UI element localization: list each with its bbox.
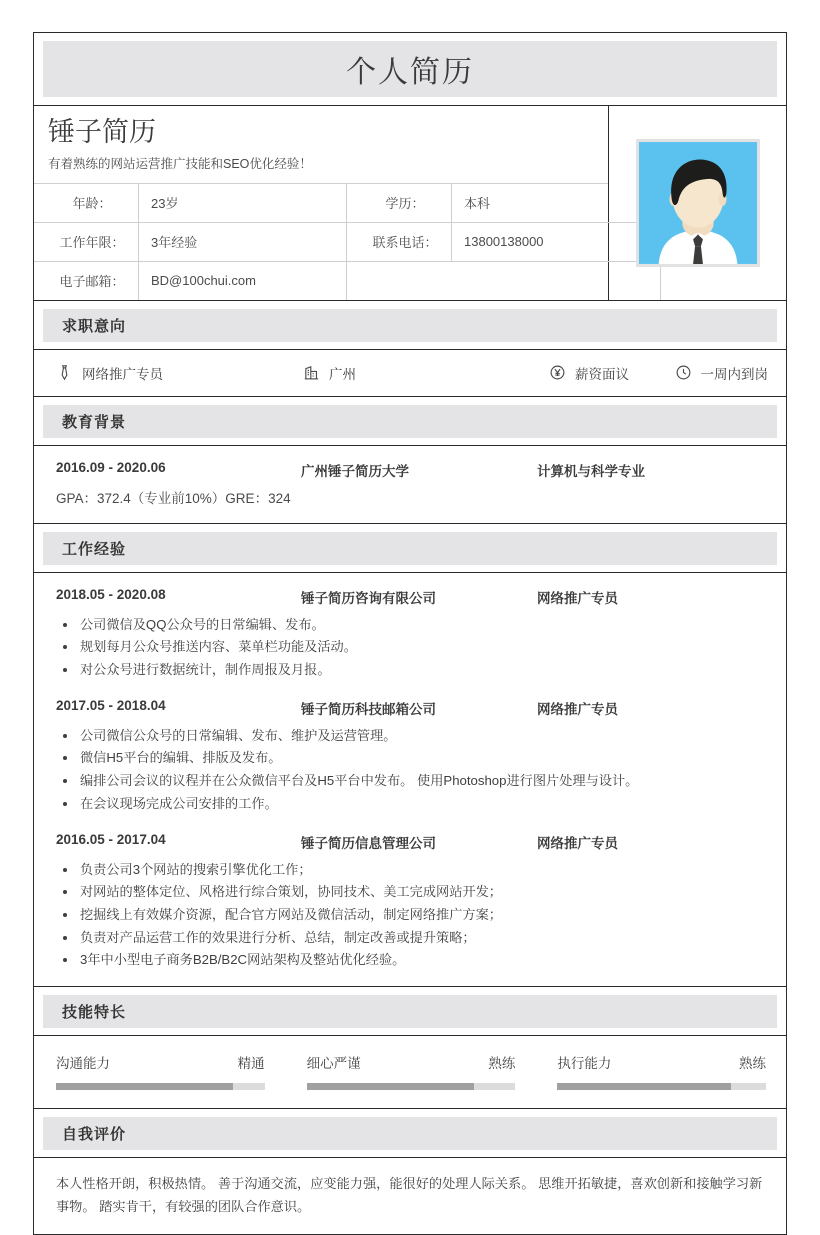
profile-heading: [34, 106, 608, 184]
field-value-age: 23岁: [139, 184, 347, 223]
field-label-age: 年龄：: [34, 184, 139, 223]
work-body: [34, 572, 786, 986]
skill-item: [307, 1052, 516, 1090]
work-entry: [56, 587, 766, 682]
list-item: 挖掘线上有效媒介资源，配合官方网站及微信活动，制定网络推广方案；: [56, 904, 766, 927]
objective-availability: [675, 363, 769, 383]
work-role: 网络推广专员: [537, 701, 618, 717]
work-entry-header: [56, 698, 766, 718]
list-item: 微信H5平台的编辑、排版及发布。: [56, 747, 766, 770]
list-item: 公司微信及QQ公众号的日常编辑、发布。: [56, 614, 766, 637]
list-item: 负责公司3个网站的搜索引擎优化工作；: [56, 859, 766, 882]
table-row: [34, 222, 661, 261]
section-title: 教育背景: [62, 413, 127, 431]
list-item: 编排公司会议的议程并在公众微信平台及H5平台中发布。 使用Photoshop进行图片处理与设计。: [56, 770, 766, 793]
section-objective: [34, 300, 786, 396]
field-label-experience: 工作年限：: [34, 222, 139, 261]
page-title: 个人简历: [346, 56, 474, 89]
avatar: [636, 139, 760, 267]
skill-level: 熟练: [739, 1056, 767, 1072]
person-name: 锤子简历: [48, 117, 156, 147]
skill-level: 熟练: [488, 1056, 516, 1072]
table-row: [34, 261, 661, 300]
skill-progress-track: [56, 1083, 265, 1090]
table-row: [34, 184, 661, 223]
section-header-evaluation: [43, 1117, 777, 1150]
yen-icon: [549, 364, 566, 381]
skill-name: 执行能力: [557, 1056, 612, 1072]
field-value-email: BD@100chui.com: [139, 261, 347, 300]
work-company: 锤子简历科技邮箱公司: [301, 701, 436, 717]
resume-title-band: [43, 41, 777, 97]
photo-cell: [609, 106, 786, 300]
education-major: 计算机与科学专业: [537, 463, 645, 479]
work-role: 网络推广专员: [537, 835, 618, 851]
objective-salary: [549, 363, 629, 383]
work-company: 锤子简历信息管理公司: [301, 835, 436, 851]
clock-icon: [675, 364, 692, 381]
list-item: 负责对产品运营工作的效果进行分析、总结，制定改善或提升策略；: [56, 927, 766, 950]
profile-identity: [34, 106, 609, 300]
objective-position-label: 网络推广专员: [82, 366, 163, 382]
education-entry: [56, 460, 766, 507]
list-item: 对网站的整体定位、风格进行综合策划，协同技术、美工完成网站开发；: [56, 881, 766, 904]
skill-progress-track: [307, 1083, 516, 1090]
work-company: 锤子简历咨询有限公司: [301, 590, 436, 606]
work-date: 2017.05 - 2018.04: [56, 697, 166, 713]
field-value-phone: 13800138000: [452, 222, 661, 261]
work-role: 网络推广专员: [537, 590, 618, 606]
objective-city: [303, 363, 549, 383]
skill-item: [56, 1052, 265, 1090]
work-entry-header: [56, 587, 766, 607]
education-school: 广州锤子简历大学: [301, 463, 409, 479]
skill-header: [557, 1052, 766, 1072]
work-entry-header: [56, 832, 766, 852]
skills-row: [34, 1035, 786, 1108]
list-item: 公司微信公众号的日常编辑、发布、维护及运营管理。: [56, 725, 766, 748]
skill-level: 精通: [237, 1056, 265, 1072]
field-label-degree: 学历：: [347, 184, 452, 223]
list-item: 3年中小型电子商务B2B/B2C网站架构及整站优化经验。: [56, 949, 766, 972]
work-bullets: [56, 614, 766, 682]
work-date: 2018.05 - 2020.08: [56, 586, 166, 602]
field-label-email: 电子邮箱：: [34, 261, 139, 300]
section-title: 技能特长: [62, 1004, 127, 1022]
work-bullets: [56, 859, 766, 973]
work-bullets: [56, 725, 766, 816]
section-title: 工作经验: [62, 540, 127, 558]
list-item: 对公众号进行数据统计，制作周报及月报。: [56, 659, 766, 682]
skill-progress-fill: [557, 1083, 730, 1090]
objective-availability-label: 一周内到岗: [700, 366, 768, 382]
education-entry-header: [56, 460, 766, 480]
education-detail: GPA：372.4（专业前10%）GRE：324: [56, 490, 291, 506]
resume-page: [33, 32, 787, 1235]
field-value-degree: 本科: [452, 184, 661, 223]
skill-progress-fill: [307, 1083, 474, 1090]
section-header-work: [43, 532, 777, 565]
section-skills: [34, 986, 786, 1108]
skill-progress-track: [557, 1083, 766, 1090]
list-item: 在会议现场完成公司安排的工作。: [56, 793, 766, 816]
tie-icon: [56, 364, 73, 381]
work-entry: [56, 698, 766, 816]
evaluation-text: 本人性格开朗，积极热情。 善于沟通交流，应变能力强，能很好的处理人际关系。 思维开拓敏捷，喜欢创新和接触学习新事物。 踏实肯干，有较强的团队合作意识。: [34, 1157, 786, 1234]
education-date: 2016.09 - 2020.06: [56, 459, 166, 475]
avatar-illustration: [639, 142, 757, 264]
work-entry: [56, 832, 766, 973]
field-label-phone: 联系电话：: [347, 222, 452, 261]
profile-info-table: [34, 184, 661, 300]
section-header-objective: [43, 309, 777, 342]
skill-name: 细心严谨: [306, 1056, 361, 1072]
section-work: [34, 523, 786, 986]
skill-name: 沟通能力: [56, 1056, 110, 1072]
work-date: 2016.05 - 2017.04: [56, 831, 166, 847]
objective-salary-label: 薪资面议: [575, 366, 629, 382]
skill-header: [307, 1052, 516, 1072]
objective-row: [34, 349, 786, 396]
skill-progress-fill: [56, 1083, 233, 1090]
education-body: [34, 445, 786, 523]
field-value-experience: 3年经验: [139, 222, 347, 261]
section-evaluation: [34, 1108, 786, 1234]
profile-block: [34, 105, 786, 300]
skill-item: [557, 1052, 766, 1090]
objective-position: [56, 363, 303, 383]
objective-city-label: 广州: [329, 366, 356, 382]
building-icon: [303, 364, 320, 381]
section-header-skills: [43, 995, 777, 1028]
section-header-education: [43, 405, 777, 438]
section-title: 自我评价: [62, 1126, 127, 1144]
skill-header: [56, 1052, 265, 1072]
person-tagline: 有着熟练的网站运营推广技能和SEO优化经验！: [48, 157, 312, 172]
section-education: [34, 396, 786, 523]
section-title: 求职意向: [62, 317, 127, 335]
list-item: 规划每月公众号推送内容、菜单栏功能及活动。: [56, 636, 766, 659]
